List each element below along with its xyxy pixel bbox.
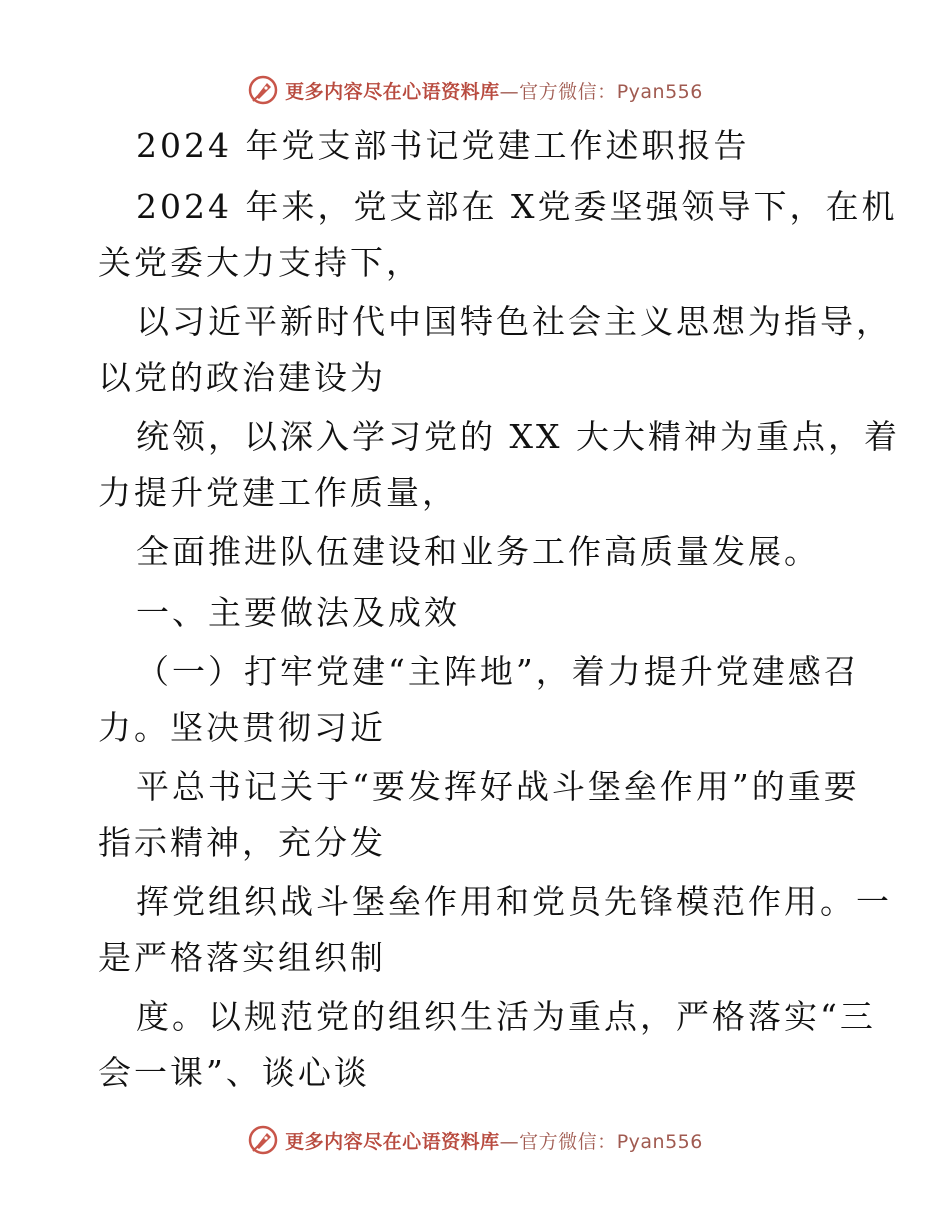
paragraph: 挥党组织战斗堡垒作用和党员先锋模范作用。一 是严格落实组织制 — [98, 882, 892, 977]
paragraph: 平总书记关于“要发挥好战斗堡垒作用”的重要 指示精神，充分发 — [98, 767, 860, 862]
pen-nib-logo-icon — [247, 74, 279, 106]
watermark-banner-top — [0, 70, 950, 110]
section-heading: 一、主要做法及成效 — [136, 593, 460, 632]
document-title: 2024 年党支部书记党建工作述职报告 — [136, 126, 750, 165]
pen-nib-logo-icon — [247, 1124, 279, 1156]
watermark-banner-bottom — [0, 1120, 950, 1160]
paragraph: 统领，以深入学习党的 XX 大大精神为重点，着 力提升党建工作质量， — [98, 417, 900, 512]
paragraph: 度。以规范党的组织生活为重点，严格落实“三 会一课”、谈心谈 — [98, 997, 876, 1092]
paragraph: 2024 年来，党支部在 X党委坚强领导下，在机 关党委大力支持下， — [98, 187, 898, 282]
watermark-text: 更多内容尽在心语资料库—官方微信：Pyan556 — [285, 1130, 703, 1153]
paragraph: 全面推进队伍建设和业务工作高质量发展。 — [136, 532, 820, 571]
paragraph: （一）打牢党建“主阵地”，着力提升党建感召 力。坚决贯彻习近 — [98, 652, 860, 747]
paragraph: 以习近平新时代中国特色社会主义思想为指导， 以党的政治建设为 — [98, 302, 892, 397]
watermark-text: 更多内容尽在心语资料库—官方微信：Pyan556 — [285, 80, 703, 103]
